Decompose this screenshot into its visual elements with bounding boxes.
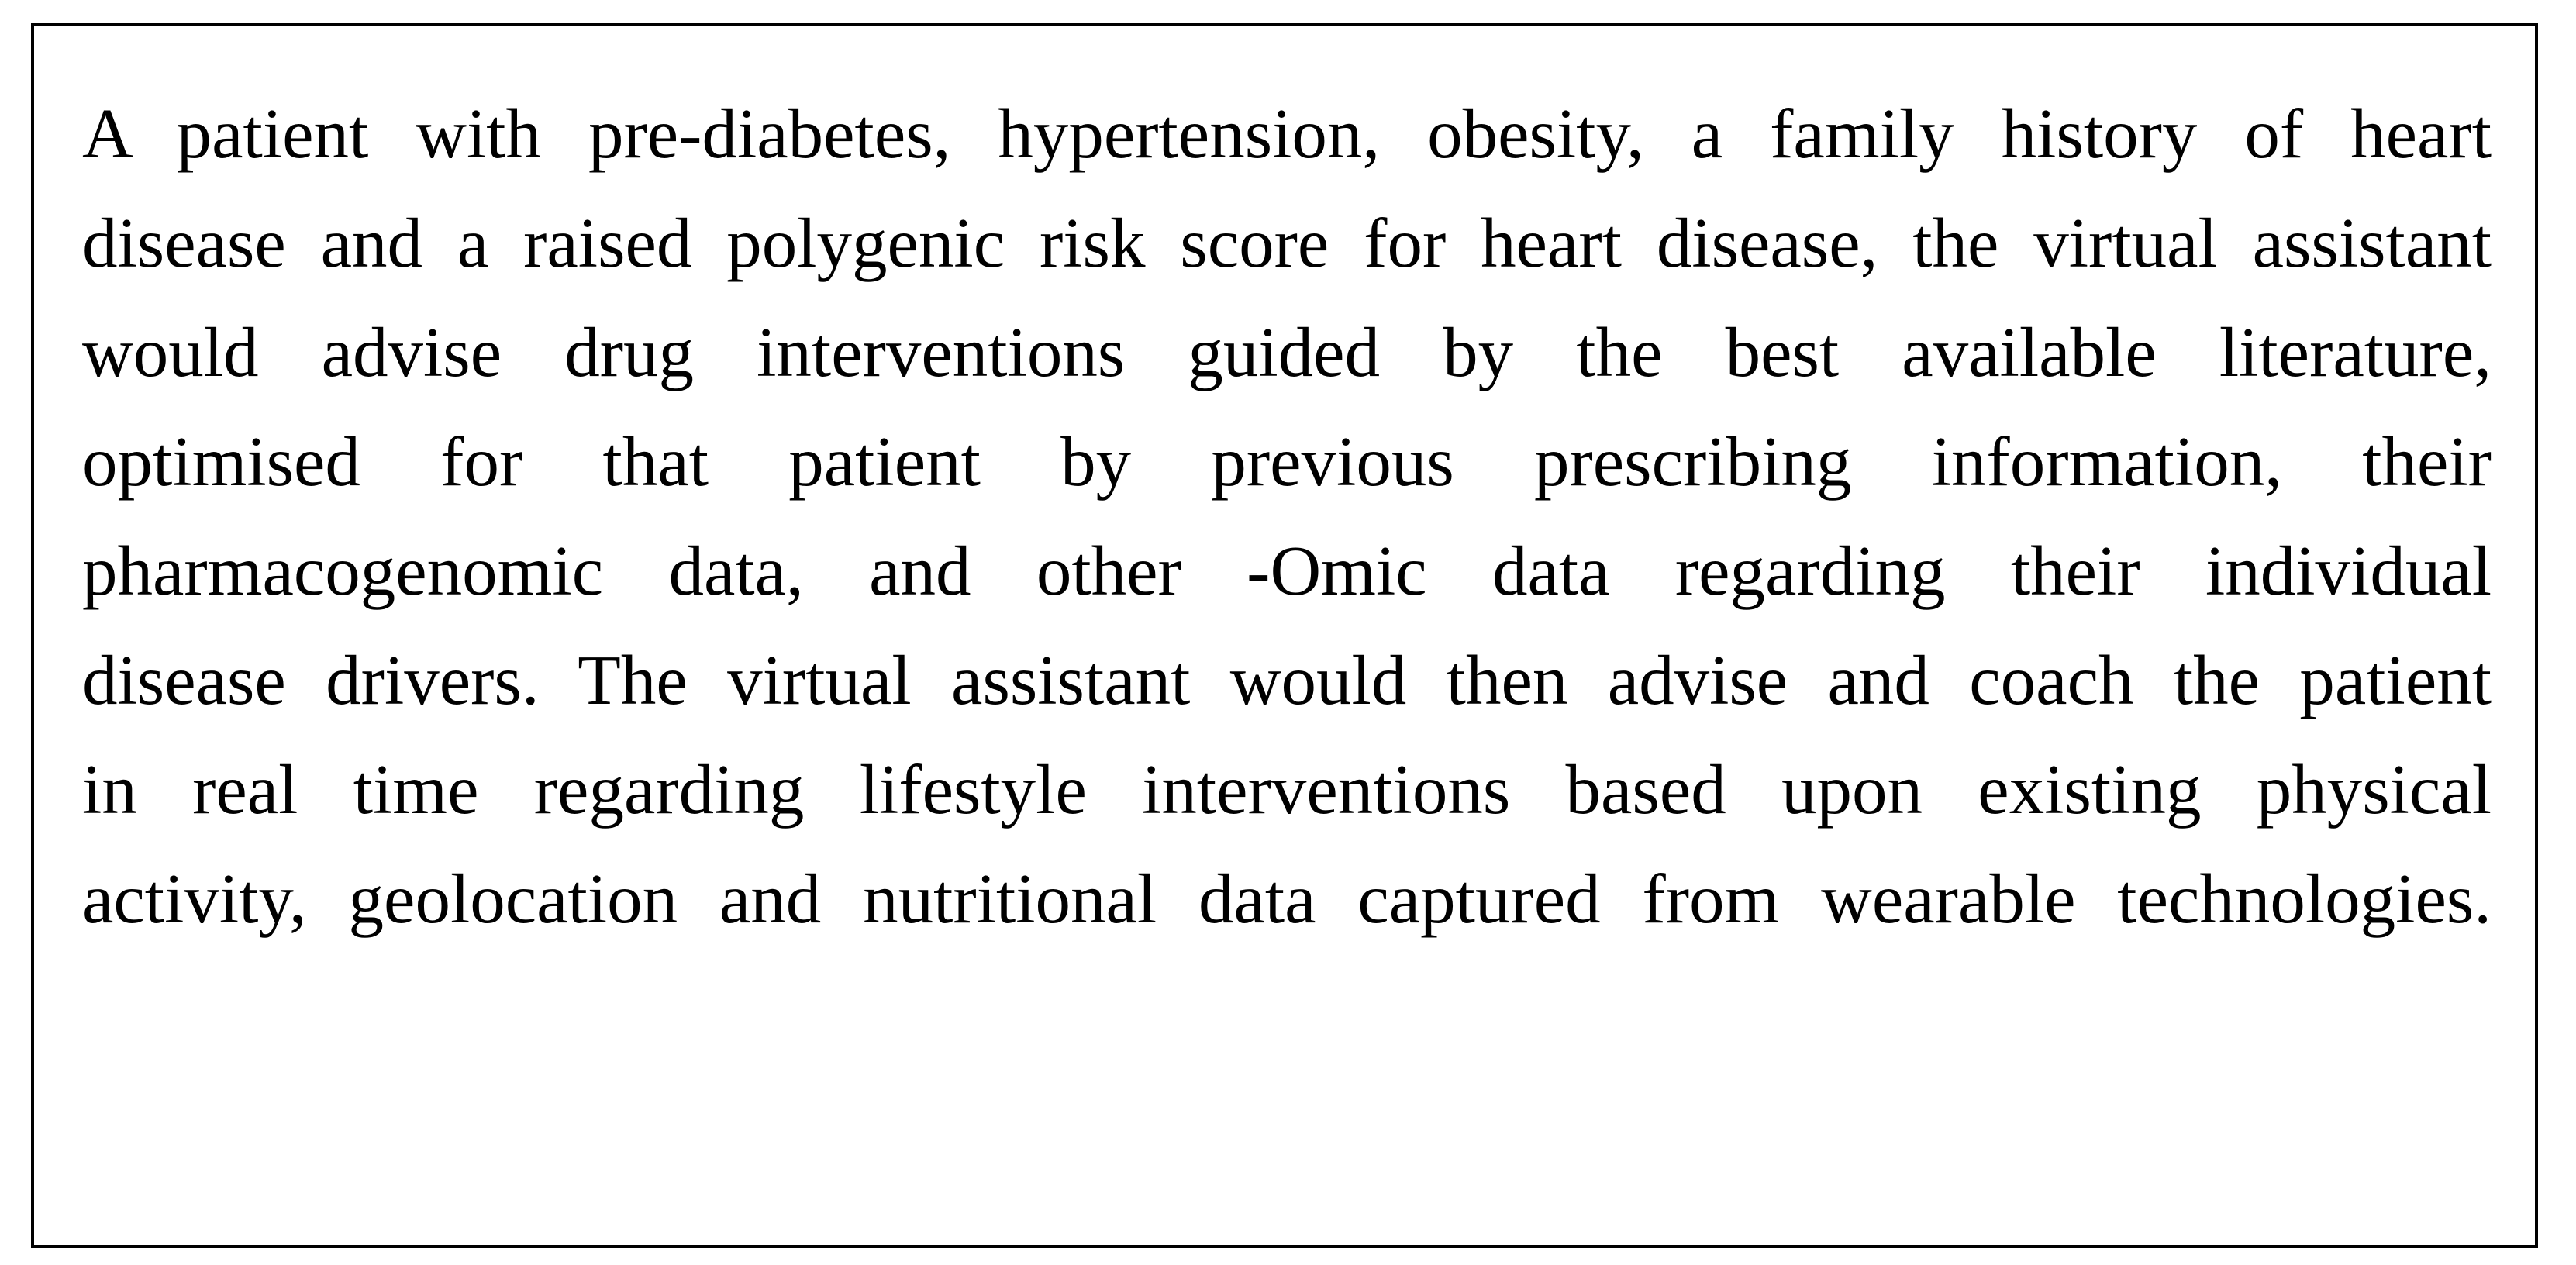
paragraph-line: pharmacogenomic data, and other -Omic data regarding their individual [82,532,2492,610]
paragraph-line: optimised for that patient by previous prescribing information, their [82,422,2492,501]
paragraph-line: disease drivers. The virtual assistant would then advise and coach the patient [82,641,2492,719]
paragraph-line: would advise drug interventions guided by the best available literature, [82,313,2492,391]
paragraph-line: activity, geolocation and nutritional data captured from wearable technologies. [82,860,2492,938]
paragraph-line: in real time regarding lifestyle interventions based upon existing physical [82,750,2492,829]
text-box [31,23,2538,1248]
body-paragraph [82,79,2492,953]
paragraph-line: A patient with pre-diabetes, hypertension, obesity, a family history of heart [82,95,2492,173]
paragraph-line: disease and a raised polygenic risk score for heart disease, the virtual assistant [82,204,2492,282]
